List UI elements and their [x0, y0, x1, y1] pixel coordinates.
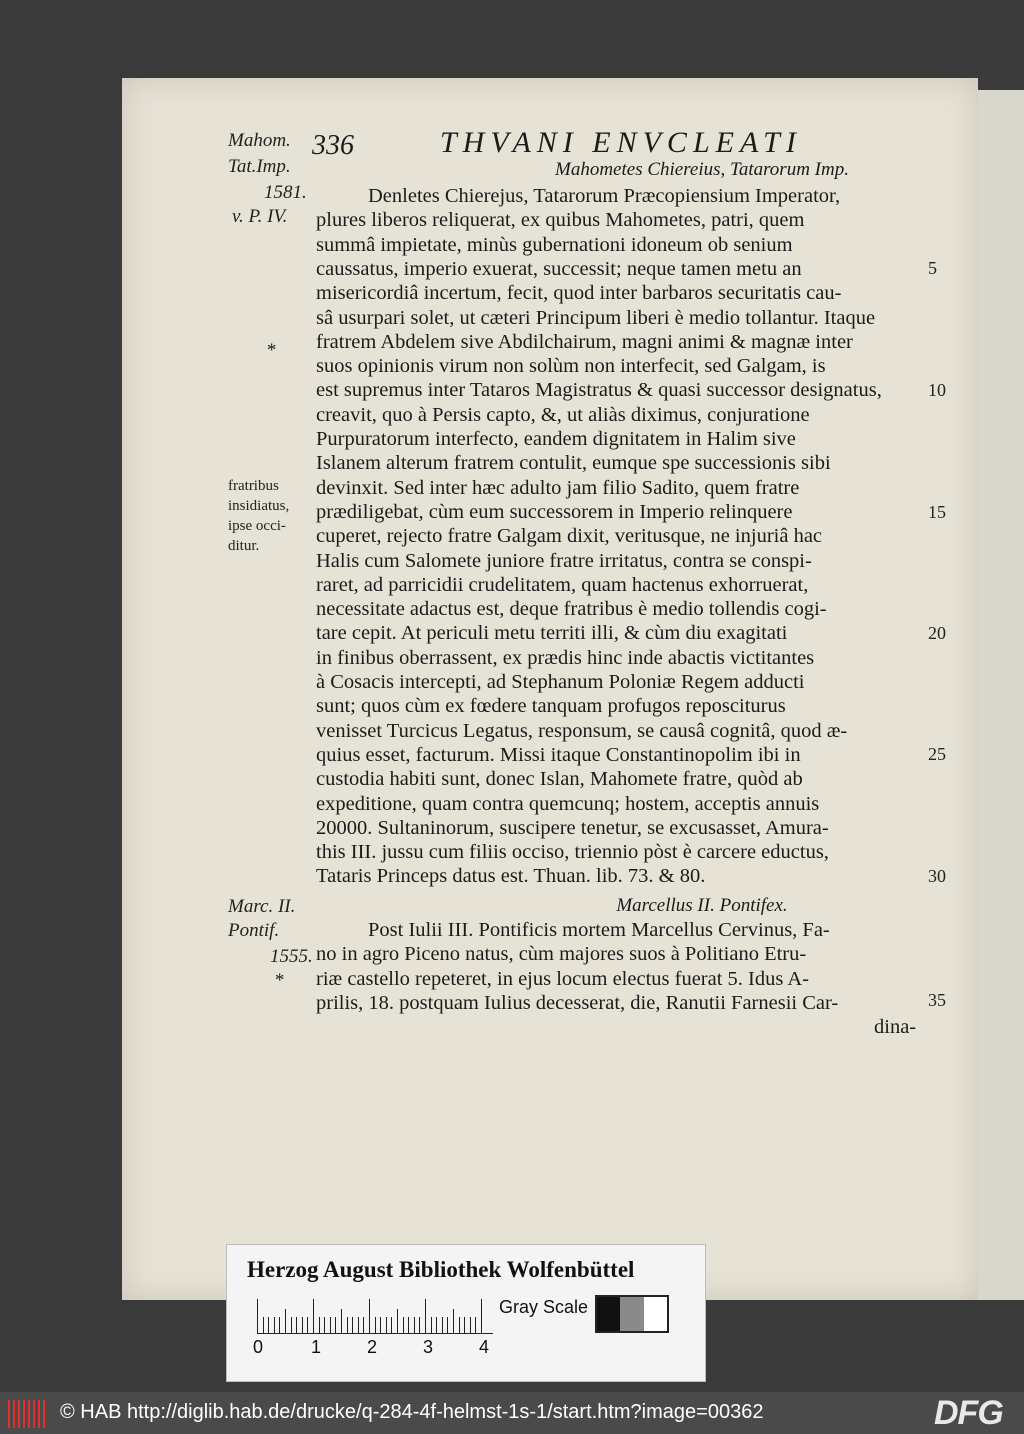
ruler-tick	[330, 1317, 331, 1333]
ruler-tick	[313, 1299, 314, 1333]
margin-note: Mahom.	[228, 130, 291, 151]
section-heading: Marcellus II. Pontifex.	[616, 895, 788, 916]
ruler-tick	[464, 1317, 465, 1333]
ruler-tick	[296, 1317, 297, 1333]
text-line: sunt; quos cùm ex fœdere tanquam profugos reposciturus	[316, 695, 786, 718]
text-line: misericordiâ incertum, fecit, quod inter barbaros securitatis cau-	[316, 282, 842, 305]
text-line: Islanem alterum fratrem contulit, eumque spe successionis sibi	[316, 452, 831, 475]
ruler-tick	[447, 1317, 448, 1333]
line-number: 20	[928, 623, 946, 643]
text-line: Purpuratorum interfecto, eandem dignitatem in Halim sive	[316, 428, 796, 450]
ruler-tick	[307, 1317, 308, 1333]
ruler-tick	[347, 1317, 348, 1333]
ruler-tick	[453, 1309, 454, 1333]
gray-scale-swatch	[595, 1295, 669, 1333]
book-page	[122, 78, 978, 1300]
ruler-tick	[324, 1317, 325, 1333]
ruler-tick	[291, 1317, 292, 1333]
text-line: summâ impietate, minùs gubernationi idoneum ob senium	[316, 233, 793, 256]
margin-note: Marc. II.	[228, 896, 296, 917]
text-line: prædiligebat, cùm eum successorem in Imperio relinquere	[316, 500, 793, 523]
margin-note: Pontif.	[228, 920, 280, 941]
ruler-tick	[285, 1309, 286, 1333]
gray-swatch	[597, 1297, 620, 1331]
margin-note: insidiatus,	[228, 498, 290, 514]
footer-bar	[0, 1392, 1024, 1434]
dfg-logo: DFG	[934, 1394, 1003, 1432]
text-line: this III. jussu cum filiis occiso, triennio pòst è carcere eductus,	[316, 841, 829, 864]
text-line: fratrem Abdelem sive Abdilchairum, magni animi & magnæ inter	[316, 330, 853, 353]
section-heading: Mahometes Chiereius, Tatarorum Imp.	[555, 159, 849, 180]
text-line: à Cosacis intercepti, ad Stephanum Poloniæ Regem adducti	[316, 671, 805, 693]
ruler-tick	[436, 1317, 437, 1333]
ruler-number: 2	[367, 1337, 378, 1357]
ruler-tick	[403, 1317, 404, 1333]
margin-note: *	[266, 340, 276, 361]
text-line: 20000. Sultaninorum, suscipere tenetur, se excusasset, Amura-	[316, 816, 829, 839]
ruler-number: 0	[253, 1337, 264, 1357]
ruler-tick	[408, 1317, 409, 1333]
ruler-tick	[369, 1299, 370, 1333]
gray-swatch	[644, 1297, 667, 1331]
text-line: venisset Turcicus Legatus, responsum, se causâ cognitâ, quod æ-	[316, 719, 848, 742]
line-number: 35	[928, 990, 946, 1010]
ruler-tick	[431, 1317, 432, 1333]
text-line: sâ usurpari solet, ut cæteri Principum liberi è medio tollantur. Itaque	[316, 306, 876, 329]
ruler-tick	[352, 1317, 353, 1333]
ruler-tick	[397, 1309, 398, 1333]
text-line: plures liberos reliquerat, ex quibus Mahometes, patri, quem	[316, 209, 805, 232]
ruler-tick	[363, 1317, 364, 1333]
margin-note: fratribus	[228, 478, 279, 494]
ruler-tick	[419, 1317, 420, 1333]
ruler-tick	[380, 1317, 381, 1333]
margin-note: 1581.	[264, 182, 307, 203]
text-line: tare cepit. At periculi metu territi illi, & cùm diu exagitati	[316, 622, 788, 645]
text-line: devinxit. Sed inter hæc adulto jam filio Sadito, quem fratre	[316, 476, 800, 499]
text-line: raret, ad parricidii crudelitatem, quam hactenus exhorruerat,	[316, 573, 809, 596]
ruler-tick	[475, 1317, 476, 1333]
ruler-tick	[425, 1299, 426, 1333]
ruler-tick	[470, 1317, 471, 1333]
ruler-tick	[274, 1317, 275, 1333]
line-number: 30	[928, 866, 946, 886]
ruler-tick	[341, 1309, 342, 1333]
ruler-tick	[386, 1317, 387, 1333]
ruler-tick	[481, 1299, 482, 1333]
ruler-tick	[459, 1317, 460, 1333]
ruler-tick	[268, 1317, 269, 1333]
ruler-tick	[375, 1317, 376, 1333]
gray-swatch	[620, 1297, 643, 1331]
text-line: in finibus oberrassent, ex prædis hinc inde abactis victitantes	[316, 646, 815, 669]
library-name: Herzog August Bibliothek Wolfenbüttel	[247, 1257, 635, 1282]
text-line: suos opinionis virum non solùm non interfecit, sed Galgam, is	[316, 355, 826, 378]
ruler-number: 3	[423, 1337, 434, 1357]
margin-note: v. P. IV.	[232, 206, 288, 227]
text-line: prilis, 18. postquam Iulius decesserat, die, Ranutii Farnesii Car-	[316, 991, 839, 1014]
margin-note: *	[274, 970, 284, 991]
text-line: custodia habiti sunt, donec Islan, Mahomete fratre, quòd ab	[316, 768, 803, 791]
ruler-tick	[391, 1317, 392, 1333]
ruler-tick	[263, 1317, 264, 1333]
text-line: riæ castello repeteret, in ejus locum electus fuerat 5. Idus A-	[316, 967, 809, 990]
text-line: Halis cum Salomete juniore fratre irritatus, contra se conspi-	[316, 549, 812, 572]
text-line: Denletes Chierejus, Tatarorum Præcopiensium Imperator,	[368, 185, 841, 207]
adjacent-page-edge	[978, 90, 1024, 1300]
text-line: Post Iulii III. Pontificis mortem Marcellus Cervinus, Fa-	[368, 919, 830, 941]
text-line: no in agro Piceno natus, cùm majores suos à Politiano Etru-	[316, 943, 807, 966]
line-number: 5	[928, 258, 937, 278]
barcode-icon	[8, 1400, 48, 1428]
text-line: quius esset, facturum. Missi itaque Constantinopolim ibi in	[316, 743, 801, 766]
ruler-number: 4	[479, 1337, 490, 1357]
margin-note: ditur.	[228, 538, 260, 554]
margin-note: 1555.	[270, 946, 313, 967]
line-number: 10	[928, 380, 946, 400]
ruler-tick	[358, 1317, 359, 1333]
ruler	[257, 1297, 493, 1334]
ruler-tick	[302, 1317, 303, 1333]
ruler-tick	[414, 1317, 415, 1333]
ruler-number: 1	[311, 1337, 322, 1357]
page-number: 336	[312, 130, 354, 161]
ruler-tick	[319, 1317, 320, 1333]
margin-note: ipse occi-	[228, 518, 286, 534]
library-label	[226, 1244, 706, 1382]
gray-scale-label: Gray Scale	[499, 1297, 589, 1317]
text-line: est supremus inter Tataros Magistratus & quasi successor designatus,	[316, 379, 882, 402]
text-line: Tataris Princeps datus est. Thuan. lib. 73. & 80.	[316, 865, 706, 888]
ruler-tick	[335, 1317, 336, 1333]
text-line: cuperet, rejecto fratre Galgam dixit, veritusque, ne injuriâ hac	[316, 525, 823, 548]
running-head: THVANI ENVCLEATI	[440, 126, 802, 159]
ruler-tick	[279, 1317, 280, 1333]
ruler-tick	[442, 1317, 443, 1333]
text-line: expeditione, quam contra quemcunq; hostem, acceptis annuis	[316, 792, 820, 815]
text-line: caussatus, imperio exuerat, successit; neque tamen metu an	[316, 257, 802, 280]
margin-note: Tat.Imp.	[228, 156, 291, 177]
text-line: dina-	[874, 1016, 917, 1039]
text-line: creavit, quo à Persis capto, &, ut aliàs diximus, conjuratione	[316, 403, 810, 426]
copyright-url[interactable]: © HAB http://diglib.hab.de/drucke/q-284-4f-helmst-1s-1/start.htm?image=00362	[60, 1401, 764, 1423]
text-line: necessitate adactus est, deque fratribus è medio tollendis cogi-	[316, 598, 827, 621]
line-number: 15	[928, 502, 946, 522]
line-number: 25	[928, 744, 946, 764]
ruler-tick	[257, 1299, 258, 1333]
